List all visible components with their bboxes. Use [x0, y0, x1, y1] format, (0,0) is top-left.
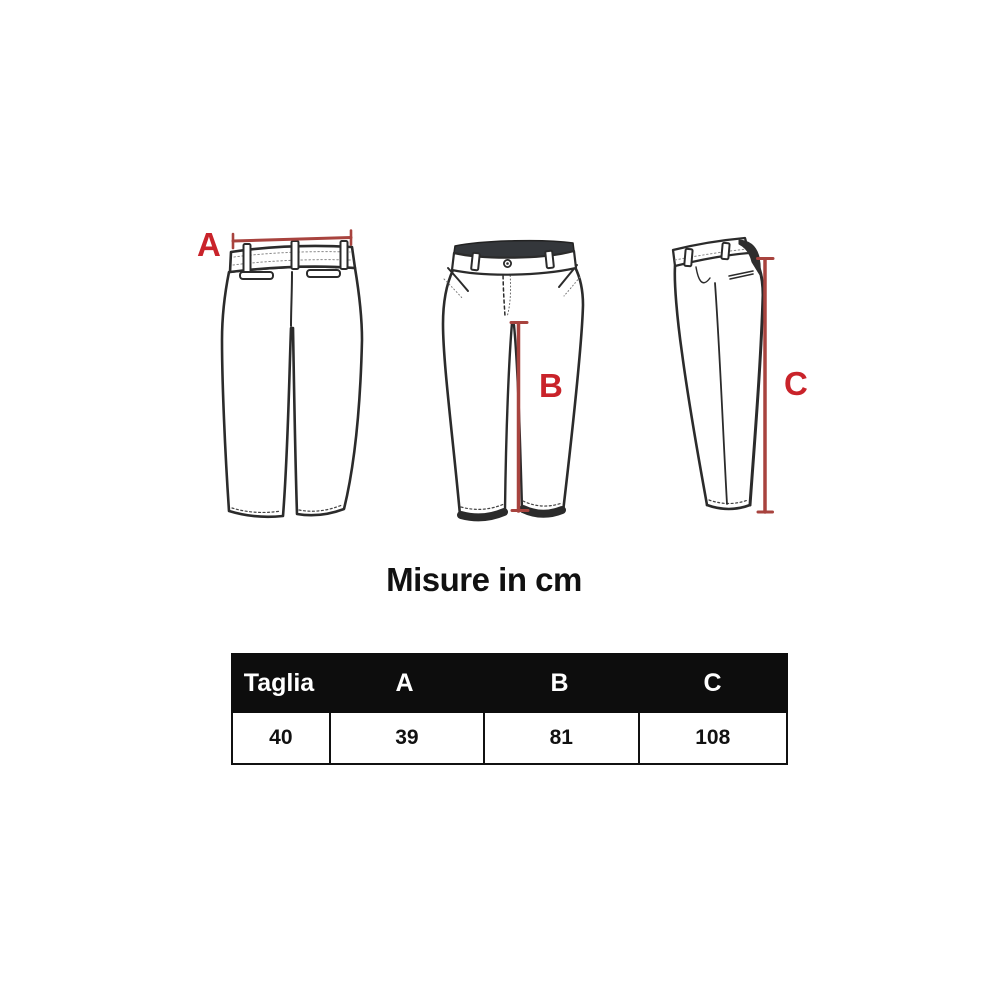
- side-front-edge: [675, 266, 707, 505]
- front-hem-stitch-right: [523, 501, 562, 506]
- front-belt-loop-right: [545, 251, 554, 269]
- side-back-edge: [747, 251, 763, 505]
- side-hem-stitch: [709, 500, 748, 504]
- back-belt-loop-right: [341, 241, 348, 269]
- front-button-center: [506, 262, 509, 265]
- measure-label-c: C: [784, 365, 808, 402]
- side-crease-line: [715, 283, 727, 504]
- front-fly-line: [503, 270, 505, 316]
- side-hem: [707, 505, 750, 509]
- side-dart-line: [696, 267, 710, 283]
- table-cell-c: 108: [638, 713, 786, 763]
- front-pocket-right-stitch: [564, 277, 580, 296]
- front-hem-stitch-left: [461, 504, 504, 509]
- pants-side-view: [665, 223, 815, 523]
- side-belt-loop-right: [721, 243, 729, 260]
- back-belt-loop-center: [292, 241, 299, 269]
- table-header-b: B: [550, 668, 569, 697]
- back-pocket-left: [240, 272, 273, 279]
- table-header-taglia: Taglia: [243, 668, 315, 697]
- size-table-data-row: [231, 713, 788, 765]
- table-header-c: C: [703, 668, 722, 697]
- table-header-a: A: [395, 668, 414, 697]
- size-table-header-row: [231, 653, 788, 713]
- pants-back-view: [185, 222, 370, 542]
- pants-front-view: [430, 223, 595, 523]
- front-fly-stitch: [507, 272, 511, 317]
- measure-label-a: A: [197, 226, 221, 263]
- front-inner-left: [505, 323, 512, 510]
- table-cell-a: 39: [329, 713, 483, 763]
- front-belt-loop-left: [471, 253, 480, 271]
- size-table: [231, 653, 788, 765]
- table-cell-taglia: 40: [269, 726, 293, 749]
- front-outer-right: [563, 267, 583, 512]
- front-hem-left: [461, 512, 504, 517]
- back-pocket-right: [307, 270, 340, 277]
- page-title: Misure in cm: [386, 561, 582, 598]
- side-belt-loop-left: [684, 249, 692, 267]
- back-belt-loop-left: [244, 244, 251, 273]
- back-center-seam: [291, 272, 292, 326]
- front-outer-left: [443, 270, 460, 515]
- measure-line-b: [511, 323, 528, 512]
- measure-label-b: B: [539, 367, 563, 404]
- table-cell-b: 81: [483, 713, 637, 763]
